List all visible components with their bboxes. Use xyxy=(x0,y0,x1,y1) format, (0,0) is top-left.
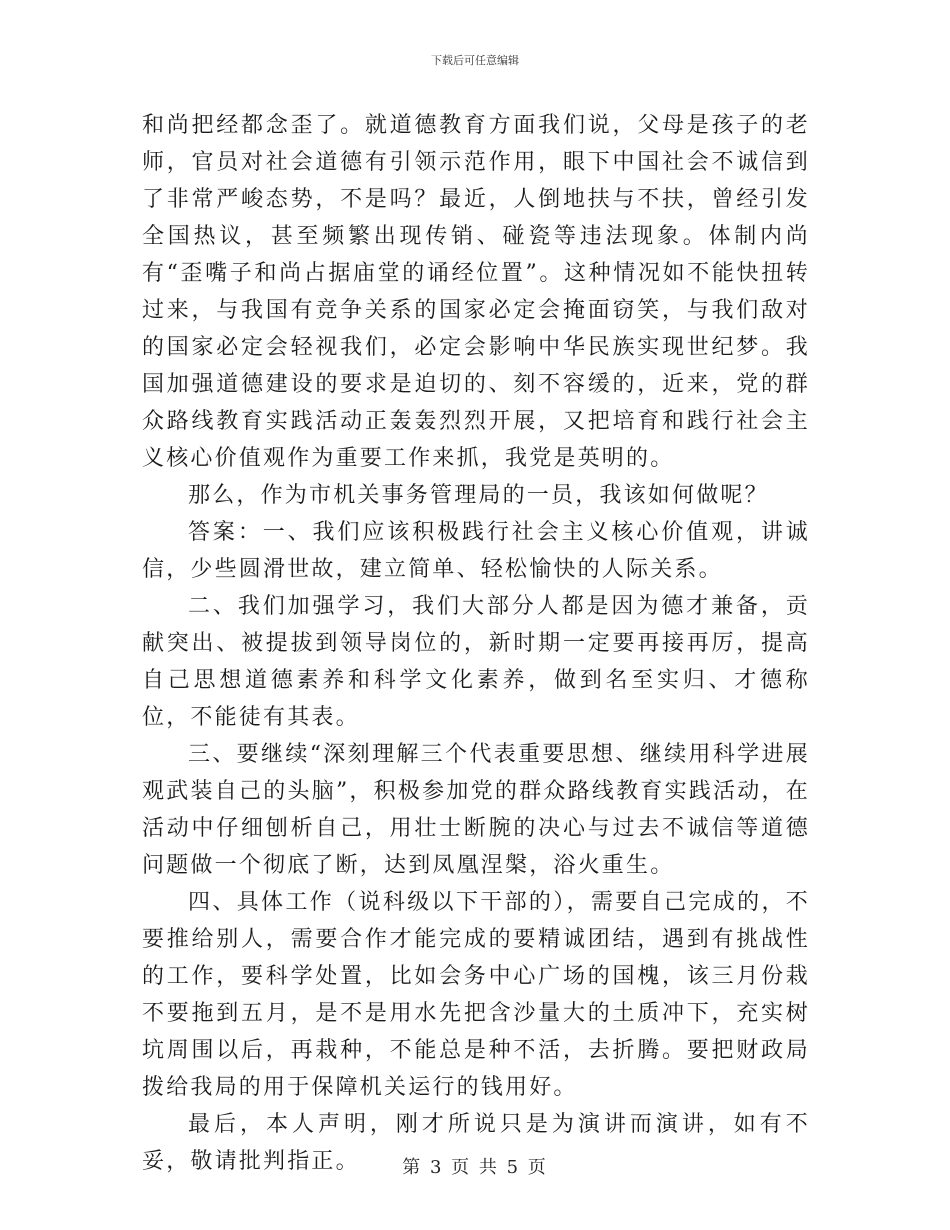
paragraph-point-three: 三、要继续“深刻理解三个代表重要思想、继续用科学进展观武装自己的头脑”，积极参加党的群众路线教育实践活动，在活动中仔细刨析自己，用壮士断腕的决心与过去不诚信等道德问题做一个彻底了断，达到凤凰涅槃，浴火重生。 xyxy=(142,742,810,878)
paragraph-closing: 最后，本人声明，刚才所说只是为演讲而演讲，如有不妥，敬请批判指正。 xyxy=(142,1112,810,1174)
paragraph-point-four: 四、具体工作（说科级以下干部的），需要自己完成的，不要推给别人，需要合作才能完成的要精诚团结，遇到有挑战性的工作，要科学处置，比如会务中心广场的国槐，该三月份栽不要拖到五月，是不是用水先把含沙量大的土质冲下，充实树坑周围以后，再栽种，不能总是种不活，去折腾。要把财政局拨给我局的用于保障机关运行的钱用好。 xyxy=(142,890,810,1100)
document-body xyxy=(142,107,810,1180)
paragraph-continuation: 和尚把经都念歪了。就道德教育方面我们说，父母是孩子的老师，官员对社会道德有引领示范作用，眼下中国社会不诚信到了非常严峻态势，不是吗？最近，人倒地扶与不扶，曾经引发全国热议，甚至频繁出现传销、碰瓷等违法现象。体制内尚有“歪嘴子和尚占据庙堂的诵经位置”。这种情况如不能快扭转过来，与我国有竞争关系的国家必定会掩面窃笑，与我们敌对的国家必定会轻视我们，必定会影响中华民族实现世纪梦。我国加强道德建设的要求是迫切的、刻不容缓的，近来，党的群众路线教育实践活动正轰轰烈烈开展，又把培育和践行社会主义核心价值观作为重要工作来抓，我党是英明的。 xyxy=(142,113,810,471)
paragraph-answer-one: 答案：一、我们应该积极践行社会主义核心价值观，讲诚信，少些圆滑世故，建立简单、轻松愉快的人际关系。 xyxy=(142,520,810,582)
page-number-footer: 第 3 页 共 5 页 xyxy=(402,1157,548,1178)
page-header: 下载后可任意编辑 xyxy=(431,54,519,67)
paragraph-question: 那么，作为市机关事务管理局的一员，我该如何做呢？ xyxy=(188,483,769,508)
paragraph-point-two: 二、我们加强学习，我们大部分人都是因为德才兼备，贡献突出、被提拔到领导岗位的，新时期一定要再接再厉，提高自己思想道德素养和科学文化素养，做到名至实归、才德称位，不能徒有其表。 xyxy=(142,594,810,730)
